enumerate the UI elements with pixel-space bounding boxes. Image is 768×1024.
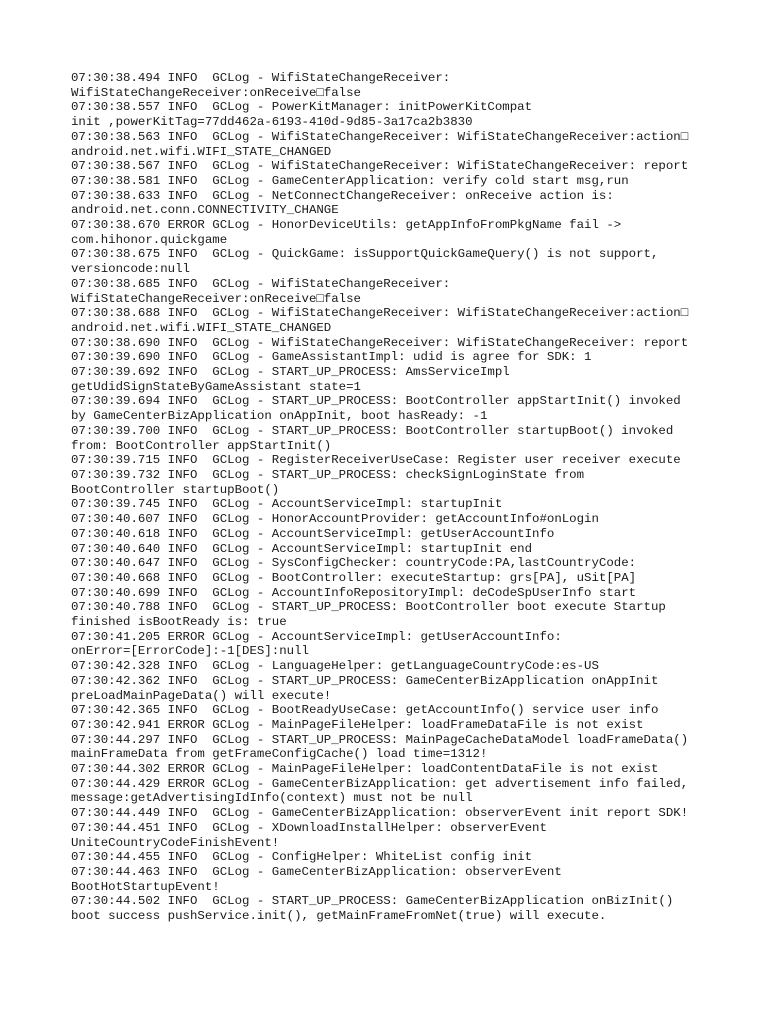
log-line: 07:30:40.699 INFO GCLog - AccountInfoRepositoryImpl: deCodeSpUserInfo start xyxy=(71,585,637,600)
log-line: 07:30:42.362 INFO GCLog - START_UP_PROCESS: GameCenterBizApplication onAppInit xyxy=(71,673,659,688)
log-line: 07:30:44.302 ERROR GCLog - MainPageFileHelper: loadContentDataFile is not exist xyxy=(71,762,659,777)
log-line: 07:30:39.694 INFO GCLog - START_UP_PROCESS: BootController appStartInit() invoked xyxy=(71,394,681,409)
log-line: BootController startupBoot() xyxy=(71,482,280,497)
log-line: versioncode:null xyxy=(71,262,190,277)
log-line: mainFrameData from getFrameConfigCache() load time=1312! xyxy=(71,747,488,762)
log-line: 07:30:38.633 INFO GCLog - NetConnectChangeReceiver: onReceive action is: xyxy=(71,188,614,203)
log-line: 07:30:44.463 INFO GCLog - GameCenterBizApplication: observerEvent xyxy=(71,864,562,879)
log-line: 07:30:39.715 INFO GCLog - RegisterReceiverUseCase: Register user receiver execute xyxy=(71,453,681,468)
log-line: 07:30:41.205 ERROR GCLog - AccountServiceImpl: getUserAccountInfo: xyxy=(71,629,562,644)
log-line: 07:30:44.297 INFO GCLog - START_UP_PROCESS: MainPageCacheDataModel loadFrameData() xyxy=(71,732,689,747)
log-line: 07:30:39.690 INFO GCLog - GameAssistantImpl: udid is agree for SDK: 1 xyxy=(71,350,592,365)
log-line: boot success pushService.init(), getMainFrameFromNet(true) will execute. xyxy=(71,909,607,924)
log-line: 07:30:38.675 INFO GCLog - QuickGame: isSupportQuickGameQuery() is not support, xyxy=(71,247,659,262)
log-line: 07:30:38.690 INFO GCLog - WifiStateChangeReceiver: WifiStateChangeReceiver: report xyxy=(71,335,689,350)
log-line: WifiStateChangeReceiver:onReceive□false xyxy=(71,291,361,306)
log-line: preLoadMainPageData() will execute! xyxy=(71,688,332,703)
log-line: 07:30:38.685 INFO GCLog - WifiStateChangeReceiver: xyxy=(71,276,451,291)
log-line: android.net.conn.CONNECTIVITY_CHANGE xyxy=(71,203,339,218)
log-line: 07:30:44.449 INFO GCLog - GameCenterBizApplication: observerEvent init report SDK! xyxy=(71,806,689,821)
log-line: WifiStateChangeReceiver:onReceive□false xyxy=(71,85,361,100)
log-line: init ,powerKitTag=77dd462a-6193-410d-9d85-3a17ca2b3830 xyxy=(71,115,473,130)
log-line: 07:30:40.640 INFO GCLog - AccountServiceImpl: startupInit end xyxy=(71,541,533,556)
log-line: 07:30:44.451 INFO GCLog - XDownloadInstallHelper: observerEvent xyxy=(71,820,547,835)
log-line: 07:30:42.941 ERROR GCLog - MainPageFileHelper: loadFrameDataFile is not exist xyxy=(71,717,644,732)
log-line: 07:30:39.700 INFO GCLog - START_UP_PROCESS: BootController startupBoot() invoked xyxy=(71,423,674,438)
log-line: 07:30:44.502 INFO GCLog - START_UP_PROCESS: GameCenterBizApplication onBizInit() xyxy=(71,894,674,909)
log-line: 07:30:42.328 INFO GCLog - LanguageHelper: getLanguageCountryCode:es-US xyxy=(71,659,599,674)
log-line: 07:30:40.647 INFO GCLog - SysConfigChecker: countryCode:PA,lastCountryCode: xyxy=(71,556,637,571)
log-line: 07:30:40.607 INFO GCLog - HonorAccountProvider: getAccountInfo#onLogin xyxy=(71,512,599,527)
log-line: 07:30:42.365 INFO GCLog - BootReadyUseCase: getAccountInfo() service user info xyxy=(71,703,659,718)
log-line: 07:30:44.455 INFO GCLog - ConfigHelper: WhiteList config init xyxy=(71,850,533,865)
log-document xyxy=(71,71,761,924)
log-line: android.net.wifi.WIFI_STATE_CHANGED xyxy=(71,320,332,335)
log-line: 07:30:38.567 INFO GCLog - WifiStateChangeReceiver: WifiStateChangeReceiver: report xyxy=(71,159,689,174)
log-line: 07:30:44.429 ERROR GCLog - GameCenterBizApplication: get advertisement info failed, xyxy=(71,776,689,791)
log-line: 07:30:38.670 ERROR GCLog - HonorDeviceUtils: getAppInfoFromPkgName fail -> xyxy=(71,218,622,233)
log-line: 07:30:38.581 INFO GCLog - GameCenterApplication: verify cold start msg,run xyxy=(71,173,629,188)
log-line: 07:30:38.688 INFO GCLog - WifiStateChangeReceiver: WifiStateChangeReceiver:action□ xyxy=(71,306,689,321)
log-line: com.hihonor.quickgame xyxy=(71,232,228,247)
log-line: 07:30:39.745 INFO GCLog - AccountServiceImpl: startupInit xyxy=(71,497,503,512)
log-line: getUdidSignStateByGameAssistant state=1 xyxy=(71,379,361,394)
log-line: android.net.wifi.WIFI_STATE_CHANGED xyxy=(71,144,332,159)
log-line: 07:30:38.494 INFO GCLog - WifiStateChangeReceiver: xyxy=(71,71,451,85)
log-line: 07:30:40.618 INFO GCLog - AccountServiceImpl: getUserAccountInfo xyxy=(71,526,555,541)
log-line: 07:30:38.557 INFO GCLog - PowerKitManager: initPowerKitCompat xyxy=(71,100,533,115)
log-line: from: BootController appStartInit() xyxy=(71,438,332,453)
log-line: 07:30:40.668 INFO GCLog - BootController: executeStartup: grs[PA], uSit[PA] xyxy=(71,570,637,585)
log-line: finished isBootReady is: true xyxy=(71,615,287,630)
log-line: 07:30:39.732 INFO GCLog - START_UP_PROCESS: checkSignLoginState from xyxy=(71,467,585,482)
log-line: BootHotStartupEvent! xyxy=(71,879,220,894)
log-line: onError=[ErrorCode]:-1[DES]:null xyxy=(71,644,309,659)
log-line: by GameCenterBizApplication onAppInit, boot hasReady: -1 xyxy=(71,409,488,424)
log-line: 07:30:40.788 INFO GCLog - START_UP_PROCESS: BootController boot execute Startup xyxy=(71,600,666,615)
log-line: 07:30:38.563 INFO GCLog - WifiStateChangeReceiver: WifiStateChangeReceiver:action□ xyxy=(71,129,689,144)
log-line: message:getAdvertisingIdInfo(context) must not be null xyxy=(71,791,473,806)
log-line: 07:30:39.692 INFO GCLog - START_UP_PROCESS: AmsServiceImpl xyxy=(71,365,510,380)
log-line: UniteCountryCodeFinishEvent! xyxy=(71,835,280,850)
